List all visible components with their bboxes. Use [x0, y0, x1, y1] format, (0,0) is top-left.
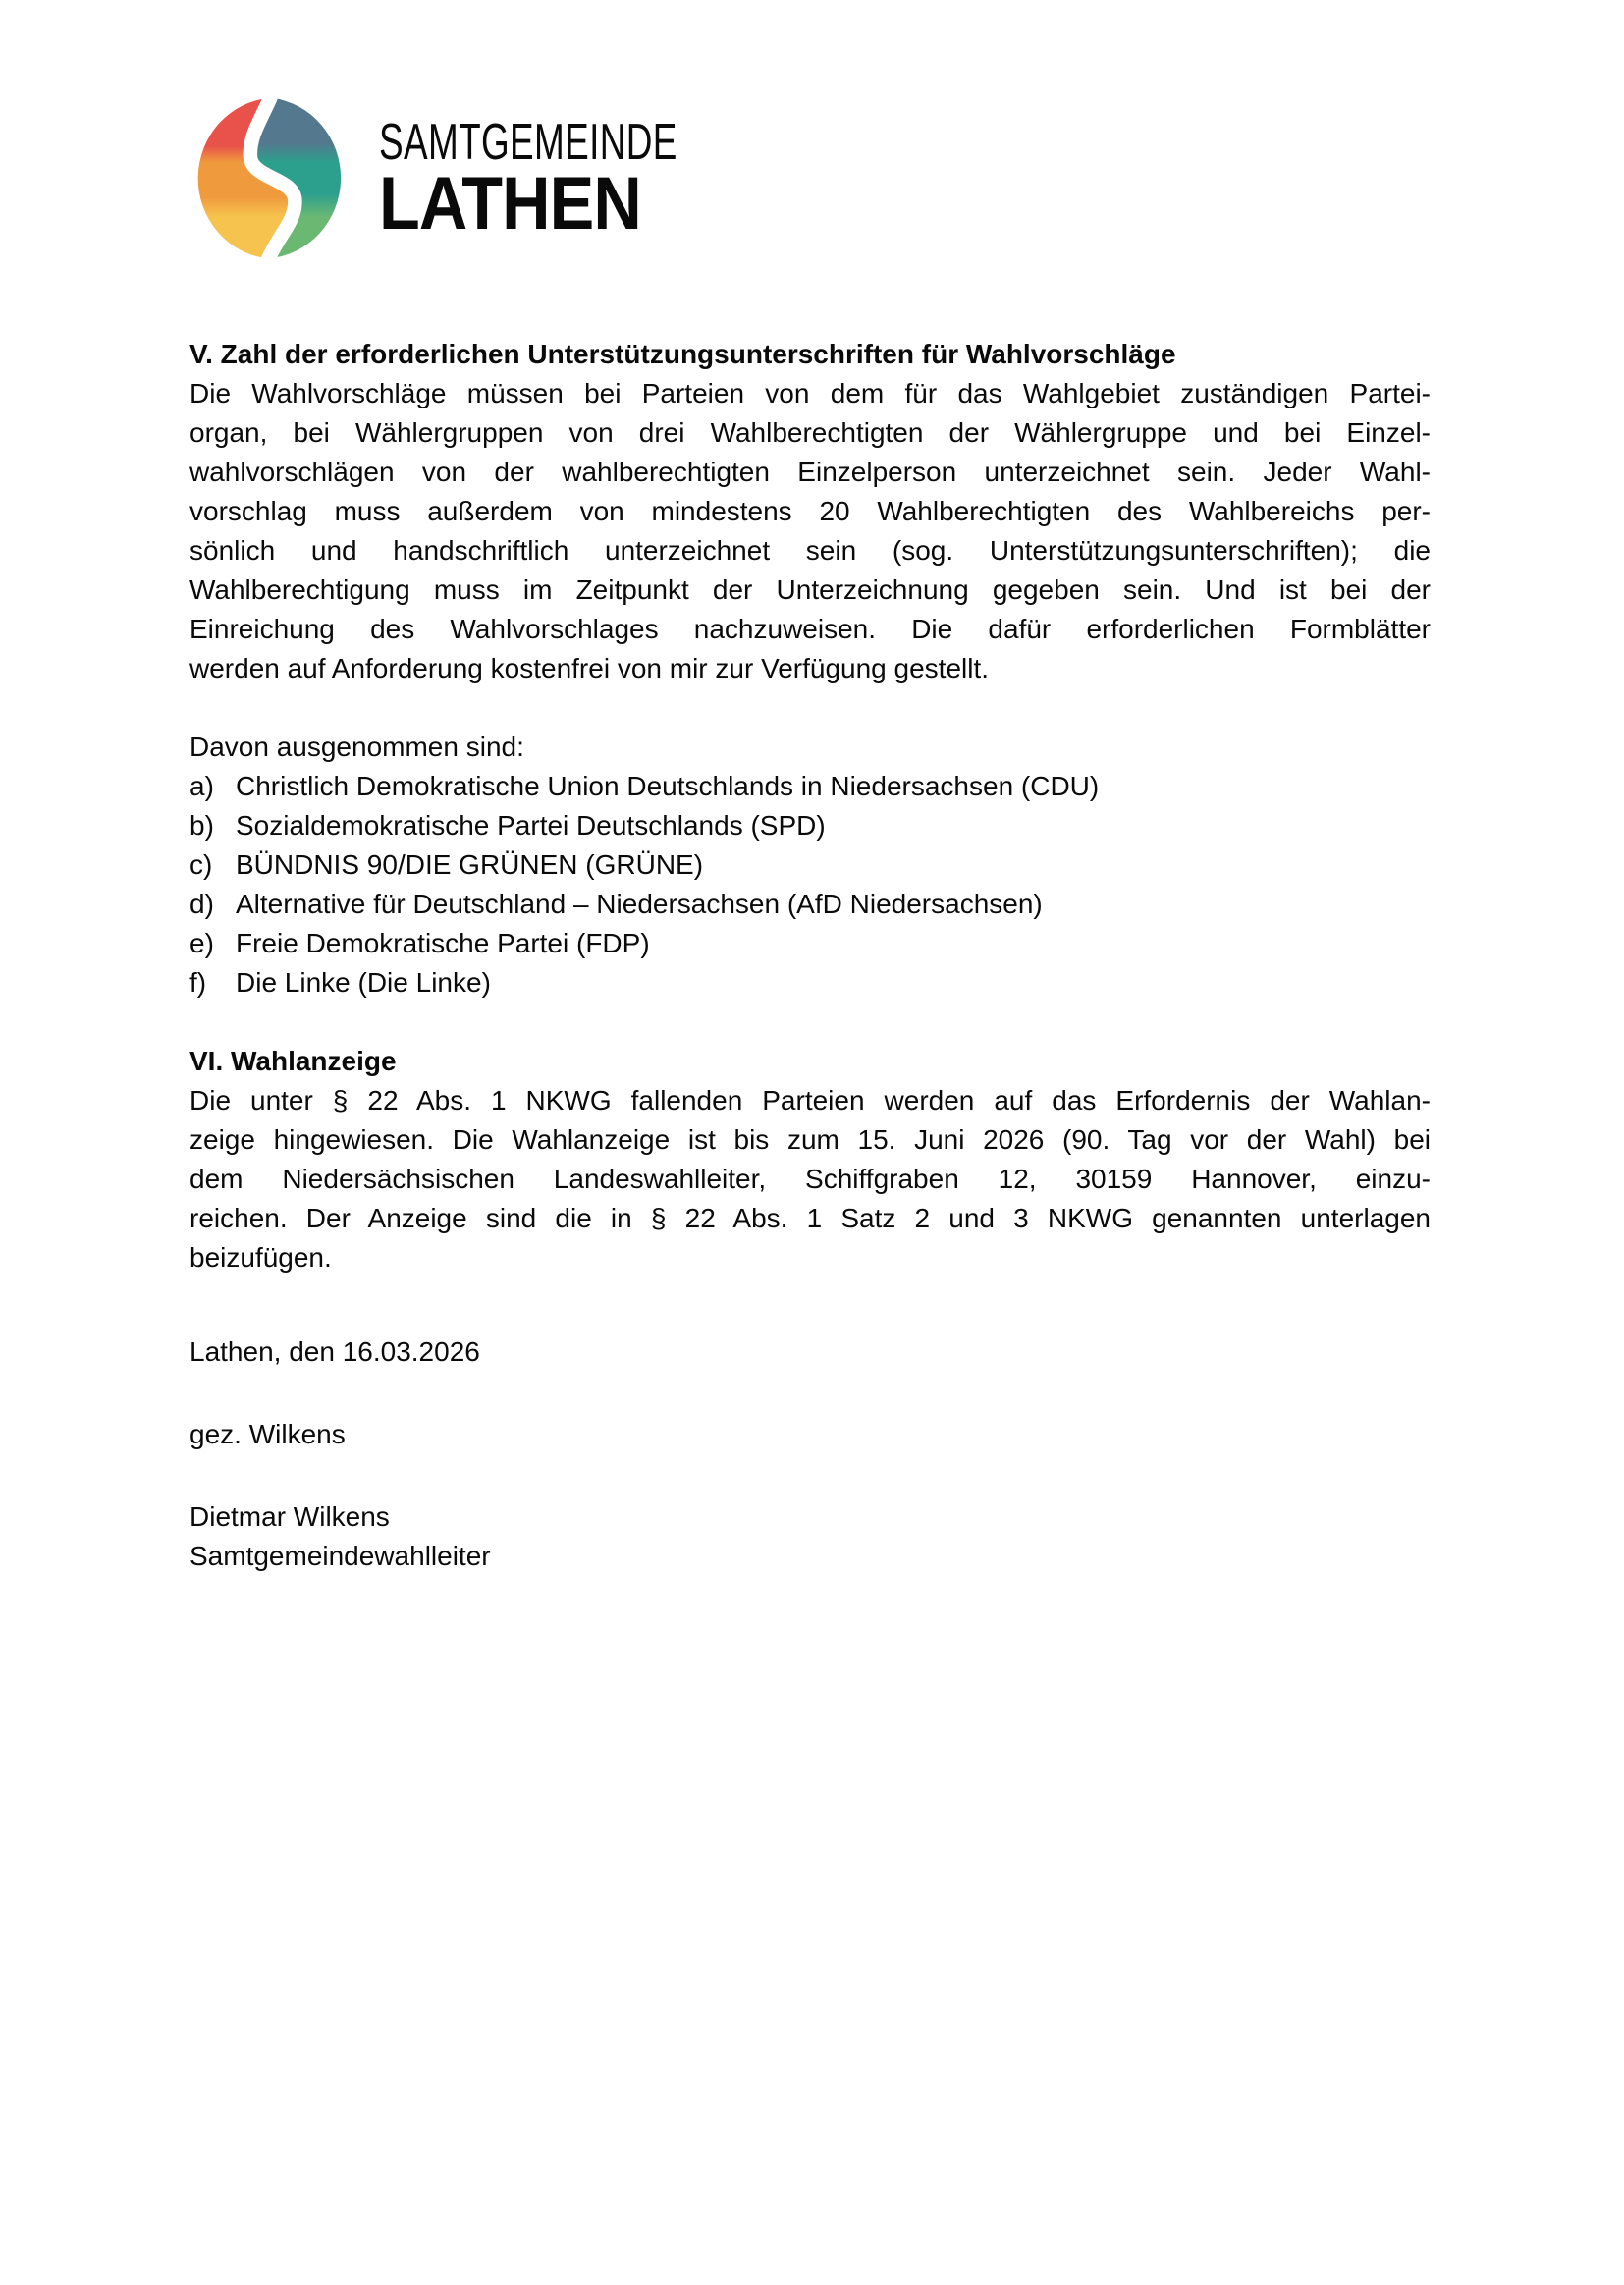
list-item-text: Die Linke (Die Linke): [236, 967, 491, 998]
list-item-text: Sozialdemokratische Partei Deutschlands (SPD): [236, 810, 826, 841]
signed-line: gez. Wilkens: [189, 1419, 346, 1449]
section-vi-line: dem Niedersächsischen Landeswahlleiter, Schiffgraben 12, 30159 Hannover, einzu-: [189, 1164, 1431, 1194]
exemptions-intro: Davon ausgenommen sind:: [189, 732, 524, 762]
list-item-marker: a): [189, 771, 214, 801]
wave-split-circle-icon: [191, 96, 351, 260]
section-v-line: wahlvorschlägen von der wahlberechtigten Einzelperson unterzeichnet sein. Jeder Wahl-: [189, 457, 1431, 487]
list-item-text: Christlich Demokratische Union Deutschlands in Niedersachsen (CDU): [236, 771, 1100, 801]
list-item-marker: d): [189, 889, 214, 919]
section-v-line: Wahlberechtigung muss im Zeitpunkt der Unterzeichnung gegeben sein. Und ist bei der: [189, 574, 1431, 605]
section-vi-line: zeige hingewiesen. Die Wahlanzeige ist bis zum 15. Juni 2026 (90. Tag vor der Wahl) bei: [189, 1124, 1431, 1155]
list-item-marker: c): [189, 849, 213, 880]
list-item-text: Alternative für Deutschland – Niedersachsen (AfD Niedersachsen): [236, 889, 1043, 919]
section-v-line: Einreichung des Wahlvorschlages nachzuweisen. Die dafür erforderlichen Formblätter: [189, 614, 1431, 644]
logo-wordmark: [379, 114, 799, 245]
section-vi-line: Die unter § 22 Abs. 1 NKWG fallenden Parteien werden auf das Erfordernis der Wahlan-: [189, 1085, 1431, 1115]
list-item: [189, 767, 1431, 806]
section-v-heading: V. Zahl der erforderlichen Unterstützungsunterschriften für Wahlvorschläge: [189, 339, 1176, 369]
list-item-marker: b): [189, 810, 214, 841]
section-v-line: Die Wahlvorschläge müssen bei Parteien von dem für das Wahlgebiet zuständigen Partei-: [189, 378, 1431, 408]
list-item: [189, 885, 1431, 924]
section-vi-line: beizufügen.: [189, 1242, 332, 1273]
logo-text-lathen: LATHEN: [379, 162, 641, 245]
place-date-line: Lathen, den 16.03.2026: [189, 1336, 480, 1367]
section-v-line: sönlich und handschriftlich unterzeichnet sein (sog. Unterstützungsunterschriften); die: [189, 535, 1431, 566]
section-v-line: vorschlag muss außerdem von mindestens 20 Wahlberechtigten des Wahlbereichs per-: [189, 496, 1431, 526]
list-item-marker: f): [189, 967, 207, 998]
section-vi-line: reichen. Der Anzeige sind die in § 22 Abs. 1 Satz 2 und 3 NKWG genannten unterlagen: [189, 1203, 1431, 1233]
list-item-text: Freie Demokratische Partei (FDP): [236, 928, 650, 958]
section-v-line: organ, bei Wählergruppen von drei Wahlberechtigten der Wählergruppe und bei Einzel-: [189, 417, 1431, 448]
list-item: [189, 924, 1431, 963]
list-item: [189, 806, 1431, 845]
list-item: [189, 845, 1431, 885]
list-item: [189, 963, 1431, 1003]
list-item-marker: e): [189, 928, 214, 958]
list-item-text: BÜNDNIS 90/DIE GRÜNEN (GRÜNE): [236, 849, 704, 880]
signer-role: Samtgemeindewahlleiter: [189, 1541, 491, 1571]
logo-text-samtgemeinde: SAMTGEMEINDE: [379, 114, 677, 171]
letter-body: [189, 335, 1431, 1576]
signer-name: Dietmar Wilkens: [189, 1501, 390, 1532]
section-v-line: werden auf Anforderung kostenfrei von mir zur Verfügung gestellt.: [189, 653, 990, 683]
section-vi-heading: VI. Wahlanzeige: [189, 1046, 397, 1076]
